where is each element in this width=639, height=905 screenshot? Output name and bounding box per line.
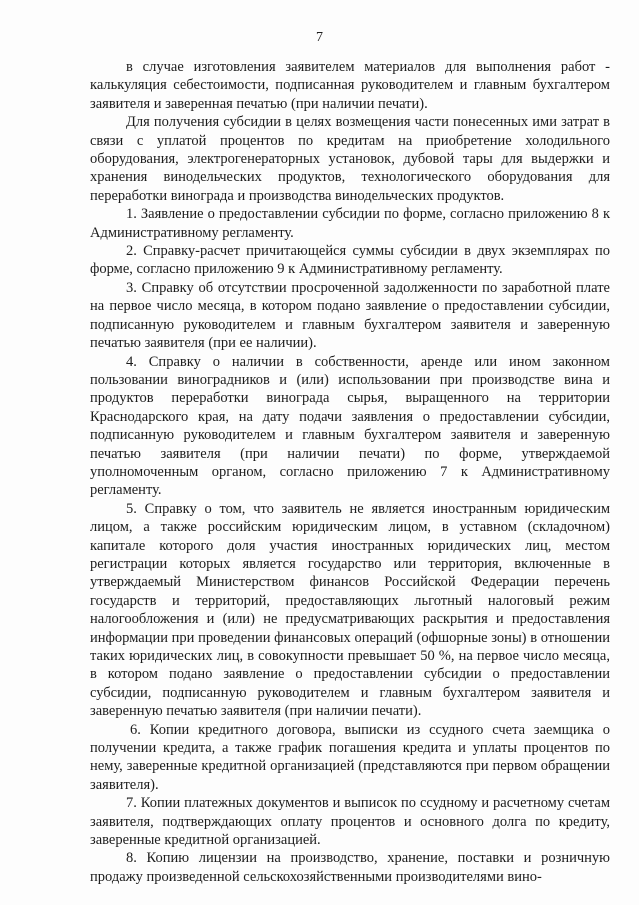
paragraph-subsidy-purpose: Для получения субсидии в целях возмещения части понесенных ими затрат в связи с уплатой процентов по кредитам на приобретение холодильного оборудования, электрогенераторных установок, дубовой тары для выдержки и хранения винодельческих продуктов, технологического оборудования для переработки винограда и производства винодельческих продуктов. [90,114,610,204]
list-item-5: 5. Справку о том, что заявитель не является иностранным юридическим лицом, а также российским юридическим лицом, в уставном (складочном) капитале которого доля участия иностранных юридических лиц, местом регистрации которых является государство или территория, включенные в утверждаемый Министерством финансов Российской Федерации перечень государств и территорий, предоставляющих льготный налоговый режим налогообложения и (или) не предусматривающих раскрытия и предоставления информации при проведении финансовых операций (офшорные зоны) в отношении таких юридических лиц, в совокупности превышает 50 %, на первое число месяца, в котором подано заявление о предоставлении субсидии о предоставлении субсидии, подписанную руководителем и главным бухгалтером заявителя и заверенную печатью заявителя (при наличии печати). [90,500,610,720]
list-item-3: 3. Справку об отсутствии просроченной задолженности по заработной плате на первое число месяца, в котором подано заявление о предоставлении субсидии, подписанную руководителем и главным бухгалтером заявителя и заверенную печатью заявителя (при ее наличии). [90,279,610,352]
page-number: 7 [316,30,323,45]
list-item-2: 2. Справку-расчет причитающейся суммы субсидии в двух экземплярах по форме, согласно приложению 9 к Административному регламенту. [90,243,610,278]
list-item-7: 7. Копии платежных документов и выписок по ссудному и расчетному счетам заявителя, подтверждающих оплату процентов и основного долга по кредиту, заверенные кредитной организацией. [90,795,610,849]
document-body [90,58,610,886]
list-item-1: 1. Заявление о предоставлении субсидии по форме, согласно приложению 8 к Административному регламенту. [90,206,610,241]
list-item-8: 8. Копию лицензии на производство, хранение, поставки и розничную продажу произведенной сельскохозяйственными производителями вино- [90,850,610,885]
list-item-4: 4. Справку о наличии в собственности, аренде или ином законном пользовании виноградников и (или) использовании при производстве вина и продуктов переработки винограда сырья, выращенного на территории Краснодарского края, на дату подачи заявления о предоставлении субсидии, подписанную руководителем и главным бухгалтером заявителя и заверенную печатью заявителя (при наличии печати) по форме, утверждаемой уполномоченным органом, согласно приложению 7 к Административному регламенту. [90,353,610,499]
paragraph-continuation: в случае изготовления заявителем материалов для выполнения работ - калькуляция себестоимости, подписанная руководителем и главным бухгалтером заявителя и заверенная печатью (при наличии печати). [90,59,610,112]
list-item-6: 6. Копии кредитного договора, выписки из ссудного счета заемщика о получении кредита, а также график погашения кредита и уплаты процентов по нему, заверенные кредитной организацией (представляются при первом обращении заявителя). [90,721,610,793]
